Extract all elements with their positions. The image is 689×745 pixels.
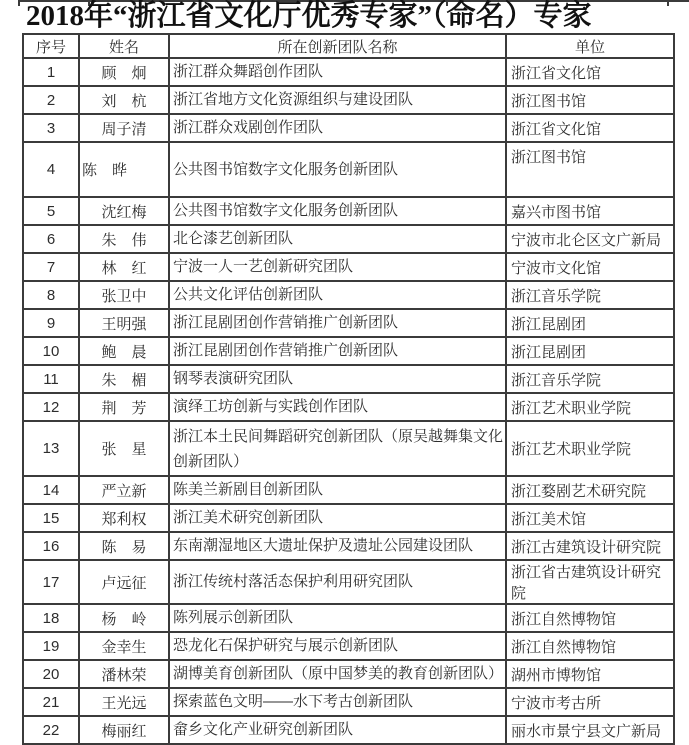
col-header-name: 姓名 <box>79 34 169 58</box>
cell-name: 沈红梅 <box>79 197 169 225</box>
table-row <box>23 86 674 114</box>
cell-team: 浙江昆剧团创作营销推广创新团队 <box>169 337 506 365</box>
cell-team: 公共文化评估创新团队 <box>169 281 506 309</box>
cell-unit: 浙江自然博物馆 <box>506 632 674 660</box>
table-row <box>23 114 674 142</box>
cell-name: 陈 晔 <box>79 142 169 197</box>
cell-unit: 浙江省古建筑设计研究院 <box>506 560 674 604</box>
cell-no: 20 <box>23 660 79 688</box>
cell-no: 19 <box>23 632 79 660</box>
cell-team: 浙江本土民间舞蹈研究创新团队（原吴越舞集文化创新团队） <box>169 421 506 476</box>
cell-name: 刘 杭 <box>79 86 169 114</box>
experts-table <box>22 33 675 745</box>
table-row <box>23 660 674 688</box>
table-border-stub <box>667 0 669 6</box>
header-row <box>23 34 674 58</box>
cell-name: 陈 易 <box>79 532 169 560</box>
col-header-no: 序号 <box>23 34 79 58</box>
table-row <box>23 476 674 504</box>
cell-unit: 浙江图书馆 <box>506 142 674 197</box>
cell-name: 周子清 <box>79 114 169 142</box>
table-row <box>23 197 674 225</box>
cell-unit: 浙江省文化馆 <box>506 58 674 86</box>
cell-unit: 浙江艺术职业学院 <box>506 393 674 421</box>
page-title: 2018年“浙江省文化厅优秀专家”（命名）专家 <box>26 0 592 32</box>
cell-team: 陈美兰新剧目创新团队 <box>169 476 506 504</box>
cell-name: 卢远征 <box>79 560 169 604</box>
cell-name: 朱 伟 <box>79 225 169 253</box>
cell-unit: 浙江图书馆 <box>506 86 674 114</box>
cell-name: 张 星 <box>79 421 169 476</box>
cell-unit: 浙江艺术职业学院 <box>506 421 674 476</box>
cell-team: 畲乡文化产业研究创新团队 <box>169 716 506 744</box>
cell-name: 林 红 <box>79 253 169 281</box>
cell-unit: 湖州市博物馆 <box>506 660 674 688</box>
cell-team: 宁波一人一艺创新研究团队 <box>169 253 506 281</box>
cell-name: 王光远 <box>79 688 169 716</box>
cell-unit: 浙江美术馆 <box>506 504 674 532</box>
cell-no: 10 <box>23 337 79 365</box>
cell-no: 13 <box>23 421 79 476</box>
cell-name: 潘林荣 <box>79 660 169 688</box>
cell-team: 浙江昆剧团创作营销推广创新团队 <box>169 309 506 337</box>
cell-no: 16 <box>23 532 79 560</box>
cell-no: 11 <box>23 365 79 393</box>
cell-name: 梅丽红 <box>79 716 169 744</box>
cell-name: 严立新 <box>79 476 169 504</box>
cell-no: 2 <box>23 86 79 114</box>
table-row <box>23 253 674 281</box>
cell-team: 公共图书馆数字文化服务创新团队 <box>169 197 506 225</box>
table-row <box>23 281 674 309</box>
table-row <box>23 365 674 393</box>
cell-team: 演绎工坊创新与实践创作团队 <box>169 393 506 421</box>
table-row <box>23 504 674 532</box>
cell-unit: 浙江自然博物馆 <box>506 604 674 632</box>
cell-name: 朱 楣 <box>79 365 169 393</box>
cell-team: 浙江群众戏剧创作团队 <box>169 114 506 142</box>
cell-unit: 宁波市北仑区文广新局 <box>506 225 674 253</box>
table-row <box>23 393 674 421</box>
table-row <box>23 716 674 744</box>
cell-unit: 浙江昆剧团 <box>506 337 674 365</box>
cell-name: 荆 芳 <box>79 393 169 421</box>
cell-name: 顾 炯 <box>79 58 169 86</box>
cell-unit: 丽水市景宁县文广新局 <box>506 716 674 744</box>
table-row <box>23 532 674 560</box>
table-row <box>23 560 674 604</box>
table-row <box>23 421 674 476</box>
table-row <box>23 225 674 253</box>
cell-no: 14 <box>23 476 79 504</box>
cell-team: 浙江群众舞蹈创作团队 <box>169 58 506 86</box>
cell-name: 王明强 <box>79 309 169 337</box>
cell-no: 3 <box>23 114 79 142</box>
cell-no: 17 <box>23 560 79 604</box>
cell-name: 杨 岭 <box>79 604 169 632</box>
cell-unit: 浙江音乐学院 <box>506 281 674 309</box>
cell-no: 15 <box>23 504 79 532</box>
cell-name: 鲍 晨 <box>79 337 169 365</box>
cell-no: 6 <box>23 225 79 253</box>
cell-team: 钢琴表演研究团队 <box>169 365 506 393</box>
cell-no: 8 <box>23 281 79 309</box>
cell-team: 湖博美育创新团队（原中国梦美的教育创新团队） <box>169 660 506 688</box>
experts-table-body <box>23 58 674 744</box>
cell-name: 张卫中 <box>79 281 169 309</box>
cell-no: 7 <box>23 253 79 281</box>
table-row <box>23 142 674 197</box>
table-row <box>23 632 674 660</box>
cell-team: 浙江传统村落活态保护利用研究团队 <box>169 560 506 604</box>
cell-team: 北仑漆艺创新团队 <box>169 225 506 253</box>
cell-unit: 浙江音乐学院 <box>506 365 674 393</box>
cell-team: 浙江美术研究创新团队 <box>169 504 506 532</box>
cell-name: 金幸生 <box>79 632 169 660</box>
table-row <box>23 58 674 86</box>
cell-no: 9 <box>23 309 79 337</box>
cell-team: 公共图书馆数字文化服务创新团队 <box>169 142 506 197</box>
table-row <box>23 688 674 716</box>
cell-unit: 宁波市文化馆 <box>506 253 674 281</box>
cell-name: 郑利权 <box>79 504 169 532</box>
cell-no: 12 <box>23 393 79 421</box>
cell-unit: 浙江省文化馆 <box>506 114 674 142</box>
table-row <box>23 604 674 632</box>
cell-unit: 浙江古建筑设计研究院 <box>506 532 674 560</box>
cell-unit: 嘉兴市图书馆 <box>506 197 674 225</box>
cell-unit: 浙江昆剧团 <box>506 309 674 337</box>
cell-no: 4 <box>23 142 79 197</box>
cell-team: 东南潮湿地区大遗址保护及遗址公园建设团队 <box>169 532 506 560</box>
cell-unit: 宁波市考古所 <box>506 688 674 716</box>
cell-no: 21 <box>23 688 79 716</box>
col-header-team: 所在创新团队名称 <box>169 34 506 58</box>
cell-no: 22 <box>23 716 79 744</box>
table-row <box>23 309 674 337</box>
cell-team: 陈列展示创新团队 <box>169 604 506 632</box>
cell-team: 浙江省地方文化资源组织与建设团队 <box>169 86 506 114</box>
cell-team: 恐龙化石保护研究与展示创新团队 <box>169 632 506 660</box>
col-header-unit: 单位 <box>506 34 674 58</box>
cell-no: 18 <box>23 604 79 632</box>
cell-unit: 浙江婺剧艺术研究院 <box>506 476 674 504</box>
cell-no: 5 <box>23 197 79 225</box>
cell-no: 1 <box>23 58 79 86</box>
cell-team: 探索蓝色文明——水下考古创新团队 <box>169 688 506 716</box>
table-row <box>23 337 674 365</box>
table-border-stub <box>18 0 20 6</box>
